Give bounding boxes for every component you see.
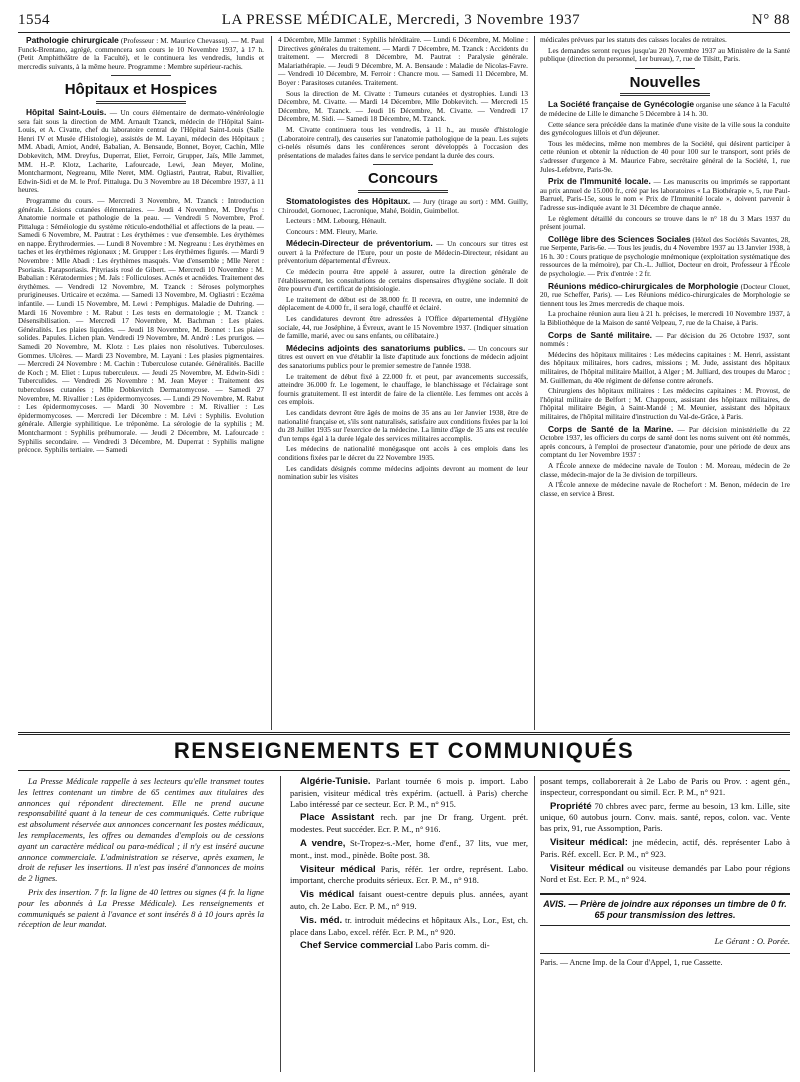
stlouis-heading: Hôpital Saint-Louis.	[26, 106, 107, 117]
classified-ad	[290, 940, 528, 952]
prices-paragraph: Prix des insertion. 7 fr. la ligne de 40 lettres ou signes (4 fr. la ligne pour les abonnés à La Presse Médicale). Les renseignements et communiqués se paient à l'avance et sont insérés 8 à 10 jours après la réception de leur mandat.	[18, 886, 264, 930]
avis-notice: AVIS. — Prière de joindre aux réponses un timbre de 0 fr. 65 pour transmission des lettres.	[540, 893, 790, 926]
stlouis-text: — Un cours élémentaire de dermato-vénéréologie sera fait sous la direction de MM. Arnault Tzanck, médecin de l'Hôpital Saint-Louis, et A. Civatte, chef du laboratoire central de l'Hôpital Saint-Louis (Salle Henri IV et Musée d'Histologie), assistés de M. Layani, médecin des Hôpitaux ; MM. Abadi, Amiot, André, Babalian, A. Bensaude, Bonnet, Boyer, Cachin, Mlle Dobkevitch, MM. Dreyfus, Duperrat, Eliet, Ferroir, Grupper, Jaïs, Mlle Jammet, MM. H.-P. Klotz, Lacharite, Lafourcade, Lewi, Jean Meyer, Moline, Montcharmont, Negreanu, Mlle Neret, MM. Ogliastri, Pautrat, Rabut, Rivallier, Edwin-Sidi et de M. le Prof. Pittaluga. Du 3 Novembre au 18 Décembre 1937, à 11 heures.	[18, 107, 264, 195]
civatte-paragraph: Sous la direction de M. Civatte : Tumeurs cutanées et dystrophies. Lundi 13 Décembre, M. Civatte. — Mardi 14 Décembre, Mlle Dobkevitch. — Mercredi 15 Décembre, M. Tzanck. — Jeudi 16 Décembre, M. Civatte. — Vendredi 17 Décembre, M. Sidi. — Samedi 18 Décembre, M. Tzanck.	[278, 88, 528, 124]
classified-ad	[290, 838, 528, 861]
pathologie-text: (Professeur : M. Maurice Chevassu). — M. Paul Funck-Brentano, agrégé, commencera son cours le 10 Novembre 1937, à 17 h. (Petit Amphithéâtre de la Faculté), et le continuera les vendredis, lundis et mercredis suivants, à la même heure. Programme : Membre supérieur-rachis.	[18, 36, 264, 71]
divider	[111, 75, 171, 76]
corps-heading: Corps de Santé militaire.	[548, 329, 652, 340]
preventorium-paragraph-3: Le traitement de début est de 38.000 fr. Il recevra, en outre, une indemnité de déplacement de 4.000 fr., il sera logé, chauffé et éclairé.	[278, 294, 528, 313]
issue-number: N° 88	[751, 12, 790, 28]
concours-line: Concours : MM. Fleury, Marie.	[286, 226, 378, 236]
corps-paragraph-3: Chirurgiens des hôpitaux militaires : Les médecins capitaines : M. Provost, de l'hôpital militaire de Belfort ; M. Chappoux, assistant des hôpitaux militaires, de l'hôpital militaire Bégin, à Saint-Mandé ; M. Meunier, assistant des hôpitaux militaires, de l'hôpital militaire d'instruction du Val-de-Grâce, à Paris.	[540, 386, 790, 421]
ad-heading: A vendre,	[300, 837, 346, 849]
renseignements-intro-column	[18, 776, 264, 1072]
column-1	[18, 36, 264, 730]
ad-heading: Chef Service commercial	[300, 940, 414, 952]
college-heading: Collège libre des Sciences Sociales	[548, 233, 691, 244]
preventorium-paragraph-4: Les candidatures devront être adressées à l'Office départemental d'Hygiène sociale, 44, rue Joséphine, à Évreux, avant le 15 Novembre 1937. (Indiquer situation de famille, marié, avec ou sans enfants, ou célibataire.)	[278, 314, 528, 341]
divider	[635, 68, 695, 69]
upper-columns	[18, 36, 790, 730]
top-paragraph-2: Les demandes seront reçues jusqu'au 20 Novembre 1937 au Ministère de la Santé publique (direction du personnel, 1er bureau), 7, rue de Tilsitt, Paris.	[540, 45, 790, 64]
gyneco-paragraph	[540, 100, 790, 118]
ad-continued: posant temps, collaborerait à 2e Labo de Paris ou Prov. : agent gén., inspecteur, correspondant ou simil. Ecr. P. M., n° 921.	[540, 776, 790, 797]
cont-paragraph: 4 Décembre, Mlle Jammet : Syphilis héréditaire. — Lundi 6 Décembre, M. Moline : Directives générales du traitement. — Mardi 7 Décembre, M. Tzanck : Accidents du traitement. — Mercredi 8 Décembre, M. Pautrat : Paralysie générale. Malariathérapie. — Jeudi 9 Décembre, M. A. Bensaude : Maladie de Nicolas-Favre. — Vendredi 10 Décembre, M. Ferroir : Chancre mou. — Samedi 11 Décembre, M. Boyer : Parasitoses cutanées. Traitement.	[278, 36, 528, 87]
marine-paragraph	[540, 425, 790, 460]
prix-text: — Les manuscrits ou imprimés se rapportant au prix annuel de 15.000 fr., créé par les laboratoires « La Biothérapie », 5, rue Paul-Barruel, Paris-15e, sous le nom « Prix de l'Immunité locale », doivent parvenir à l'adresse sus-indiquée avant le 31 Décembre de chaque année.	[540, 177, 790, 212]
marine-paragraph-2: A l'École annexe de médecine navale de Toulon : M. Moreau, médecin de 2e classe, médecin-major de la 3e division de torpilleurs.	[540, 460, 790, 479]
section-nouvelles-title: Nouvelles	[629, 73, 701, 91]
column-divider	[280, 776, 281, 1072]
ad-text: Paris, référ. 1er ordre, représent. Labo. important, cherche produits sérieux. Ecr. P. M., n° 918.	[290, 863, 528, 886]
prix-heading: Prix de l'Immunité locale.	[548, 176, 651, 187]
ad-text: ou visiteuse demandés par Labo pour régions Nord et Est. Ecr. P. M., n° 924.	[540, 862, 790, 885]
classified-ad	[540, 863, 790, 886]
morpho-text: (Docteur Clouet, 20, rue Scheffer, Paris). — Les Réunions médico-chirurgicales de Morphologie se tiennent tous les 2mes mercredis de chaque mois.	[540, 281, 790, 308]
gyneco-paragraph-3: Tous les médecins, même non membres de la Société, qui désirent participer à cette réunion et obtenir la réduction de 40 pour 100 sur le transport, sont priés de s'adresser d'urgence à M. Maurice Fabre, secrétaire général de la Société, 1, rue Jules-Lefebvre, Paris-9e.	[540, 138, 790, 174]
column-3	[540, 36, 790, 730]
gyneco-paragraph-2: Cette séance sera précédée dans la matinée d'une visite de la ville sous la conduite des gynécologues lillois et d'un déjeuner.	[540, 119, 790, 138]
pathologie-paragraph	[18, 36, 264, 71]
morpho-heading: Réunions médico-chirurgicales de Morphologie	[548, 280, 739, 291]
morpho-paragraph-2: La prochaine réunion aura lieu à 21 h. précises, le mercredi 10 Novembre 1937, à la Bibliothèque de la Maison de santé Velpeau, 7, rue de la Chaise, à Paris.	[540, 309, 790, 328]
gyneco-heading: La Société française de Gynécologie	[548, 99, 695, 110]
gerant-signature: Le Gérant : O. Porée.	[714, 936, 790, 947]
marine-paragraph-3: A l'École annexe de médecine navale de Rochefort : M. Benon, médecin de 1re classe, en service à Brest.	[540, 480, 790, 498]
stomato-heading: Stomatologistes des Hôpitaux.	[286, 195, 411, 206]
ad-heading: Vis médical	[300, 889, 355, 901]
sanatoriums-paragraph-4: Les médecins de nationalité monégasque ont accès à ces emplois dans les conditions fixées par le décret du 22 Novembre 1935.	[278, 444, 528, 462]
divider	[96, 101, 186, 104]
classified-ad	[290, 776, 528, 809]
ad-text: 70 chbres avec parc, ferme au besoin, 13 km. Lille, site unique, 60 autobus journ. Conv. mais. santé, repos, colon. vac. Vente bas prix, 91, rue Assomption, Paris.	[540, 800, 790, 834]
sanatoriums-paragraph-2: Le traitement de début fixé à 22.000 fr. et peut, par avancements successifs, atteindre 36.000 fr. Le logement, le chauffage, le blanchissage et l'éclairage sont fournis gratuitement. Il est interdit de faire de la clientèle. Les femmes ont accès à ces emplois.	[278, 371, 528, 407]
journal-title: LA PRESSE MÉDICALE, Mercredi, 3 Novembre 1937	[221, 12, 581, 28]
sanatoriums-paragraph	[278, 344, 528, 371]
section-divider	[18, 732, 790, 735]
ad-text: Labo Paris comm. di-	[415, 940, 490, 951]
classified-ad	[290, 889, 528, 912]
classified-ad	[540, 801, 790, 834]
divider	[620, 93, 710, 96]
ad-text: tr. introduit médecins et hôpitaux Als., Lor., Est, ch. place dans Labo, excel. référ. Ecr. P. M., n° 920.	[290, 914, 528, 937]
ads-column-middle	[290, 776, 528, 1072]
classified-ad	[290, 915, 528, 938]
top-paragraph: médicales prévues par les statuts des caisses locales de retraites.	[540, 36, 727, 44]
classified-ad	[290, 812, 528, 835]
ad-heading: Visiteur médical	[300, 863, 376, 875]
sanatoriums-heading: Médecins adjoints des sanatoriums publics.	[286, 342, 466, 353]
ad-heading: Place Assistant	[300, 812, 375, 824]
renseignements-title: RENSEIGNEMENTS ET COMMUNIQUÉS	[173, 738, 635, 763]
ad-text: rech. par jne Dr frang. Urgent. prét. modestes. Peut succéder. Ecr. P. M., n° 916.	[290, 812, 528, 835]
lecteurs-line: Lecteurs : MM. Lebourg, Hénault.	[286, 216, 387, 226]
section-hopitaux-title: Hôpitaux et Hospices	[64, 81, 218, 99]
preventorium-paragraph	[278, 239, 528, 266]
civatte-paragraph-2: M. Civatte continuera tous les vendredis, à 11 h., au musée d'histologie (Laboratoire central), des causeries sur l'anatomie pathologique de la peau. Les sujets ci-nelés résumés dans les conférences seront développés à l'occasion des présentations de malades faites dans le service pendant la durée des cours.	[278, 124, 528, 160]
ad-heading: Visiteur médical:	[550, 836, 628, 848]
marine-heading: Corps de Santé de la Marine.	[548, 423, 674, 434]
morpho-paragraph	[540, 282, 790, 309]
gyneco-text: organise une séance à la Faculté de médecine de Lille le dimanche 5 Décembre à 14 h. 30.	[540, 100, 790, 118]
preventorium-text: — Un concours sur titres est ouvert à la Préfecture de l'Eure, pour un poste de Médecin-Directeur, résidant au préventorium départemental d'Évreux.	[278, 239, 528, 266]
stomato-text: — Jury (tirage au sort) : MM. Guilly, Chiroudel, Gornouec, Lacronique, Mahé, Boidin, Guimbellot.	[278, 196, 528, 215]
prix-paragraph-2: Le règlement détaillé du concours se trouve dans le n° 18 du 3 Mars 1937 du présent journal.	[540, 213, 790, 232]
ad-heading: Vis. méd.	[300, 914, 343, 926]
classified-ad	[540, 837, 790, 860]
intro-paragraph: La Presse Médicale rappelle à ses lecteurs qu'elle transmet toutes les lettres contenant un timbre de 65 centimes aux titulaires des annonces qui répondent directement. Elle ne prend aucune responsabilité quant à la teneur de ces communiqués. Cette rubrique est absolument réservée aux annonces concernant les postes médicaux, les remplacements, les offres ou demandes d'emplois ou de cessions ayant un caractère médical ou para-médical ; il n'y est inséré aucune annonce commerciale. L'administration se réserve, après examen, le droit de refuser les insertions. Il n'est pas inséré d'annonces de moins de 2 lignes.	[18, 776, 264, 884]
stomato-paragraph	[278, 197, 528, 215]
programme-paragraph: Programme du cours. — Mercredi 3 Novembre, M. Tzanck : Introduction générale. Lésions cutanées élémentaires. — Jeudi 4 Novembre, M. Dreyfus : Anatomie normale et pathologie de la peau. — Vendredi 5 Novembre, Prof. Pittaluga : Séméiologie du système réticulo-endothélial et affections de la peau. — Samedi 6 Novembre, M. Pautrat : Les érythèmes : vue d'ensemble. Les érythèmes en nappe. Érythrodermies. — Lundi 8 Novembre : M. Negreanu : Les érythèmes en taches et les érythèmes régionaux ; M. Grupper : Les érythèmes figurés. — Mardi 9 Novembre : Mlle Abadi : Les érythèmes masqués. Vue d'ensemble ; Mlle Neret : Psoriasis. Parapsoriasis. Pityriasis rosé de Gibert. — Mercredi 10 Novembre : M. Babalian : Kératodermies ; M. Jaïs : Folliculoses. Acnés et acnéides. Traitement des érythèmes. — Vendredi 12 Novembre, M. Tzanck : Séroses polymorphes prurigineuses. Urticaire et eczéma. — Samedi 13 Novembre, M. Ogliastri : Eczéma infantile. — Lundi 15 Novembre, M. Lewi : Pemphigus. Maladie de Duhring. — Mardi 16 Novembre : M. Rabut : Les tests en dermatologie ; M. Tzanck : Désensibilisation. — Mercredi 17 Novembre, M. Bachman : Les plaies. Généralités. Les plaies liquides. — Jeudi 18 Novembre, M. Bonnet : Les plaies solides. Papules. Lichen plan. Vendredi 19 Novembre, M. André : Les prurigos. — Samedi 20 Novembre, M. Klotz : Les plaies non résolutives. Tuberculoses. Gommes. Ulcères. — Mardi 23 Novembre, M. Layani : Les plasies pigmentaires. — Mercredi 24 Novembre : M. Cachin : Tuberculose cutanée. Généralités. Bacille de Koch ; M. Eliet : Lupus tuberculeux. — Jeudi 25 Novembre, M. Edwin-Sidi : Tuberculides. — Vendredi 26 Novembre : M. Jean Meyer : Traitement des tuberculoses cutanées ; Mlle Dobkevitch Dermatomycose. — Samedi 27 Novembre, M. Rivallier : Les épidermomycoses. — Lundi 29 Novembre, M. Rabut : Les épidermomycoses. — Mardi 30 Novembre : M. Rivallier : Les épidermomycoses. — Mercredi 1er Décembre : M. Lévi : Syphilis. Evolution générale. Allergie syphilitique. Le tréponème. La sérologie de la syphilis ; M. Montcharmont : Syphilis préhumorale. — Jeudi 2 Décembre, M. Lafourcade : Syphilis secondaire. — Vendredi 3 Décembre, M. Duperrat : Syphilis maligne précoce. Syphilis tertiaire. — Samedi	[18, 195, 264, 455]
section-concours-title: Concours	[367, 170, 438, 188]
ad-text: faisant ouest-centre depuis plus. années, ayant auto, ch. 2e Labo. Ecr. P. M., n° 919.	[290, 889, 528, 911]
prix-paragraph	[540, 177, 790, 212]
section-divider	[18, 770, 790, 771]
marine-text: — Par décision ministérielle du 22 Octobre 1937, les officiers du corps de santé dont les noms suivent ont été nommés, après concours, à l'emploi de prosecteur d'anatomie, pour une période de deux ans comptant du 1er Novembre 1937 :	[540, 424, 790, 460]
page-header	[18, 12, 790, 33]
sanatoriums-paragraph-5: Les candidats désignés comme médecins adjoints devront au moment de leur nomination subir les visites	[278, 463, 528, 482]
pathologie-heading: Pathologie chirurgicale	[26, 36, 119, 45]
ad-heading: Propriété	[550, 800, 592, 812]
page-number: 1554	[18, 12, 50, 28]
ad-heading: Algérie-Tunisie.	[300, 776, 371, 787]
ad-heading: Visiteur médical	[550, 862, 624, 874]
college-text: (Hôtel des Sociétés Savantes, 28, rue Serpente, Paris-6e. — Tous les jeudis, du 4 Novembre 1937 au 13 Janvier 1938, à 16 h. 30 : Cours pratique de psychologie mnémonique (exploitation systématique des ressources de la mémoire), par Ch.-L. Julliot, Docteur en droit, Professeur à l'École de psychologie. — Prix d'entrée : 2 fr.	[540, 234, 790, 279]
college-paragraph	[540, 235, 790, 279]
preventorium-paragraph-2: Ce médecin pourra être appelé à assurer, outre la direction générale de l'établissement, les consultations de certains dispensaires d'hygiène sociale. Il doit être pourvu d'un certificat de phtisiologie.	[278, 267, 528, 294]
sanatoriums-text: — Un concours sur titres est ouvert en vue d'établir la liste d'aptitude aux fonctions de médecin adjoint des sanatoriums publics pour le premier semestre de l'année 1938.	[278, 343, 528, 370]
column-2	[278, 36, 528, 730]
ad-text: St-Tropez-s.-Mer, home d'enf., 37 lits, vue mer, mont., inst. mod., pinède. Boîte post. 38.	[290, 837, 528, 860]
classified-ad	[290, 864, 528, 887]
stlouis-paragraph	[18, 108, 264, 195]
newspaper-page	[18, 12, 790, 1072]
column-divider	[534, 776, 535, 1072]
sanatoriums-paragraph-3: Les candidats devront être âgés de moins de 35 ans au 1er Janvier 1938, être de nationalité française et, s'ils sont naturalisés, satisfaire aux conditions fixées par la loi du 28 Juillet 1935 sur l'exercice de la médecine. La limite d'âge de 35 ans est reculée d'un temps égal à la durée légale des services militaires accomplis.	[278, 407, 528, 443]
divider	[358, 190, 448, 193]
ad-text: jne médecin, actif, dés. représenter Labo à Paris. Réf. excell. Ecr. P. M., n° 923.	[540, 836, 790, 859]
corps-text: — Par décision du 26 Octobre 1937, sont nommés :	[540, 330, 790, 349]
ad-text: Parlant tournée 6 mois p. import. Labo parisien, visiteur médical très expérim. (actuell. à Paris) cherche Labo intéressé par ce secteur. Ecr. P. M., n° 915.	[290, 776, 528, 809]
divider	[373, 164, 433, 165]
preventorium-heading: Médecin-Directeur de préventorium.	[286, 238, 433, 249]
printer-imprint: Paris. — Ancne Imp. de la Cour d'Appel, 1, rue Cassette.	[540, 953, 790, 969]
corps-paragraph	[540, 331, 790, 349]
ads-column-right	[540, 776, 790, 1072]
corps-paragraph-2: Médecins des hôpitaux militaires : Les médecins capitaines : M. Henri, assistant des hôpitaux militaires, hors cadres, missions ; M. Jude, assistant des hôpitaux militaires, de l'hôpital militaire Maillot, à Alger ; M. Julliard, des troupes du Maroc ; M. Guilleman, du 40e régiment de défense contre aéronefs.	[540, 349, 790, 385]
